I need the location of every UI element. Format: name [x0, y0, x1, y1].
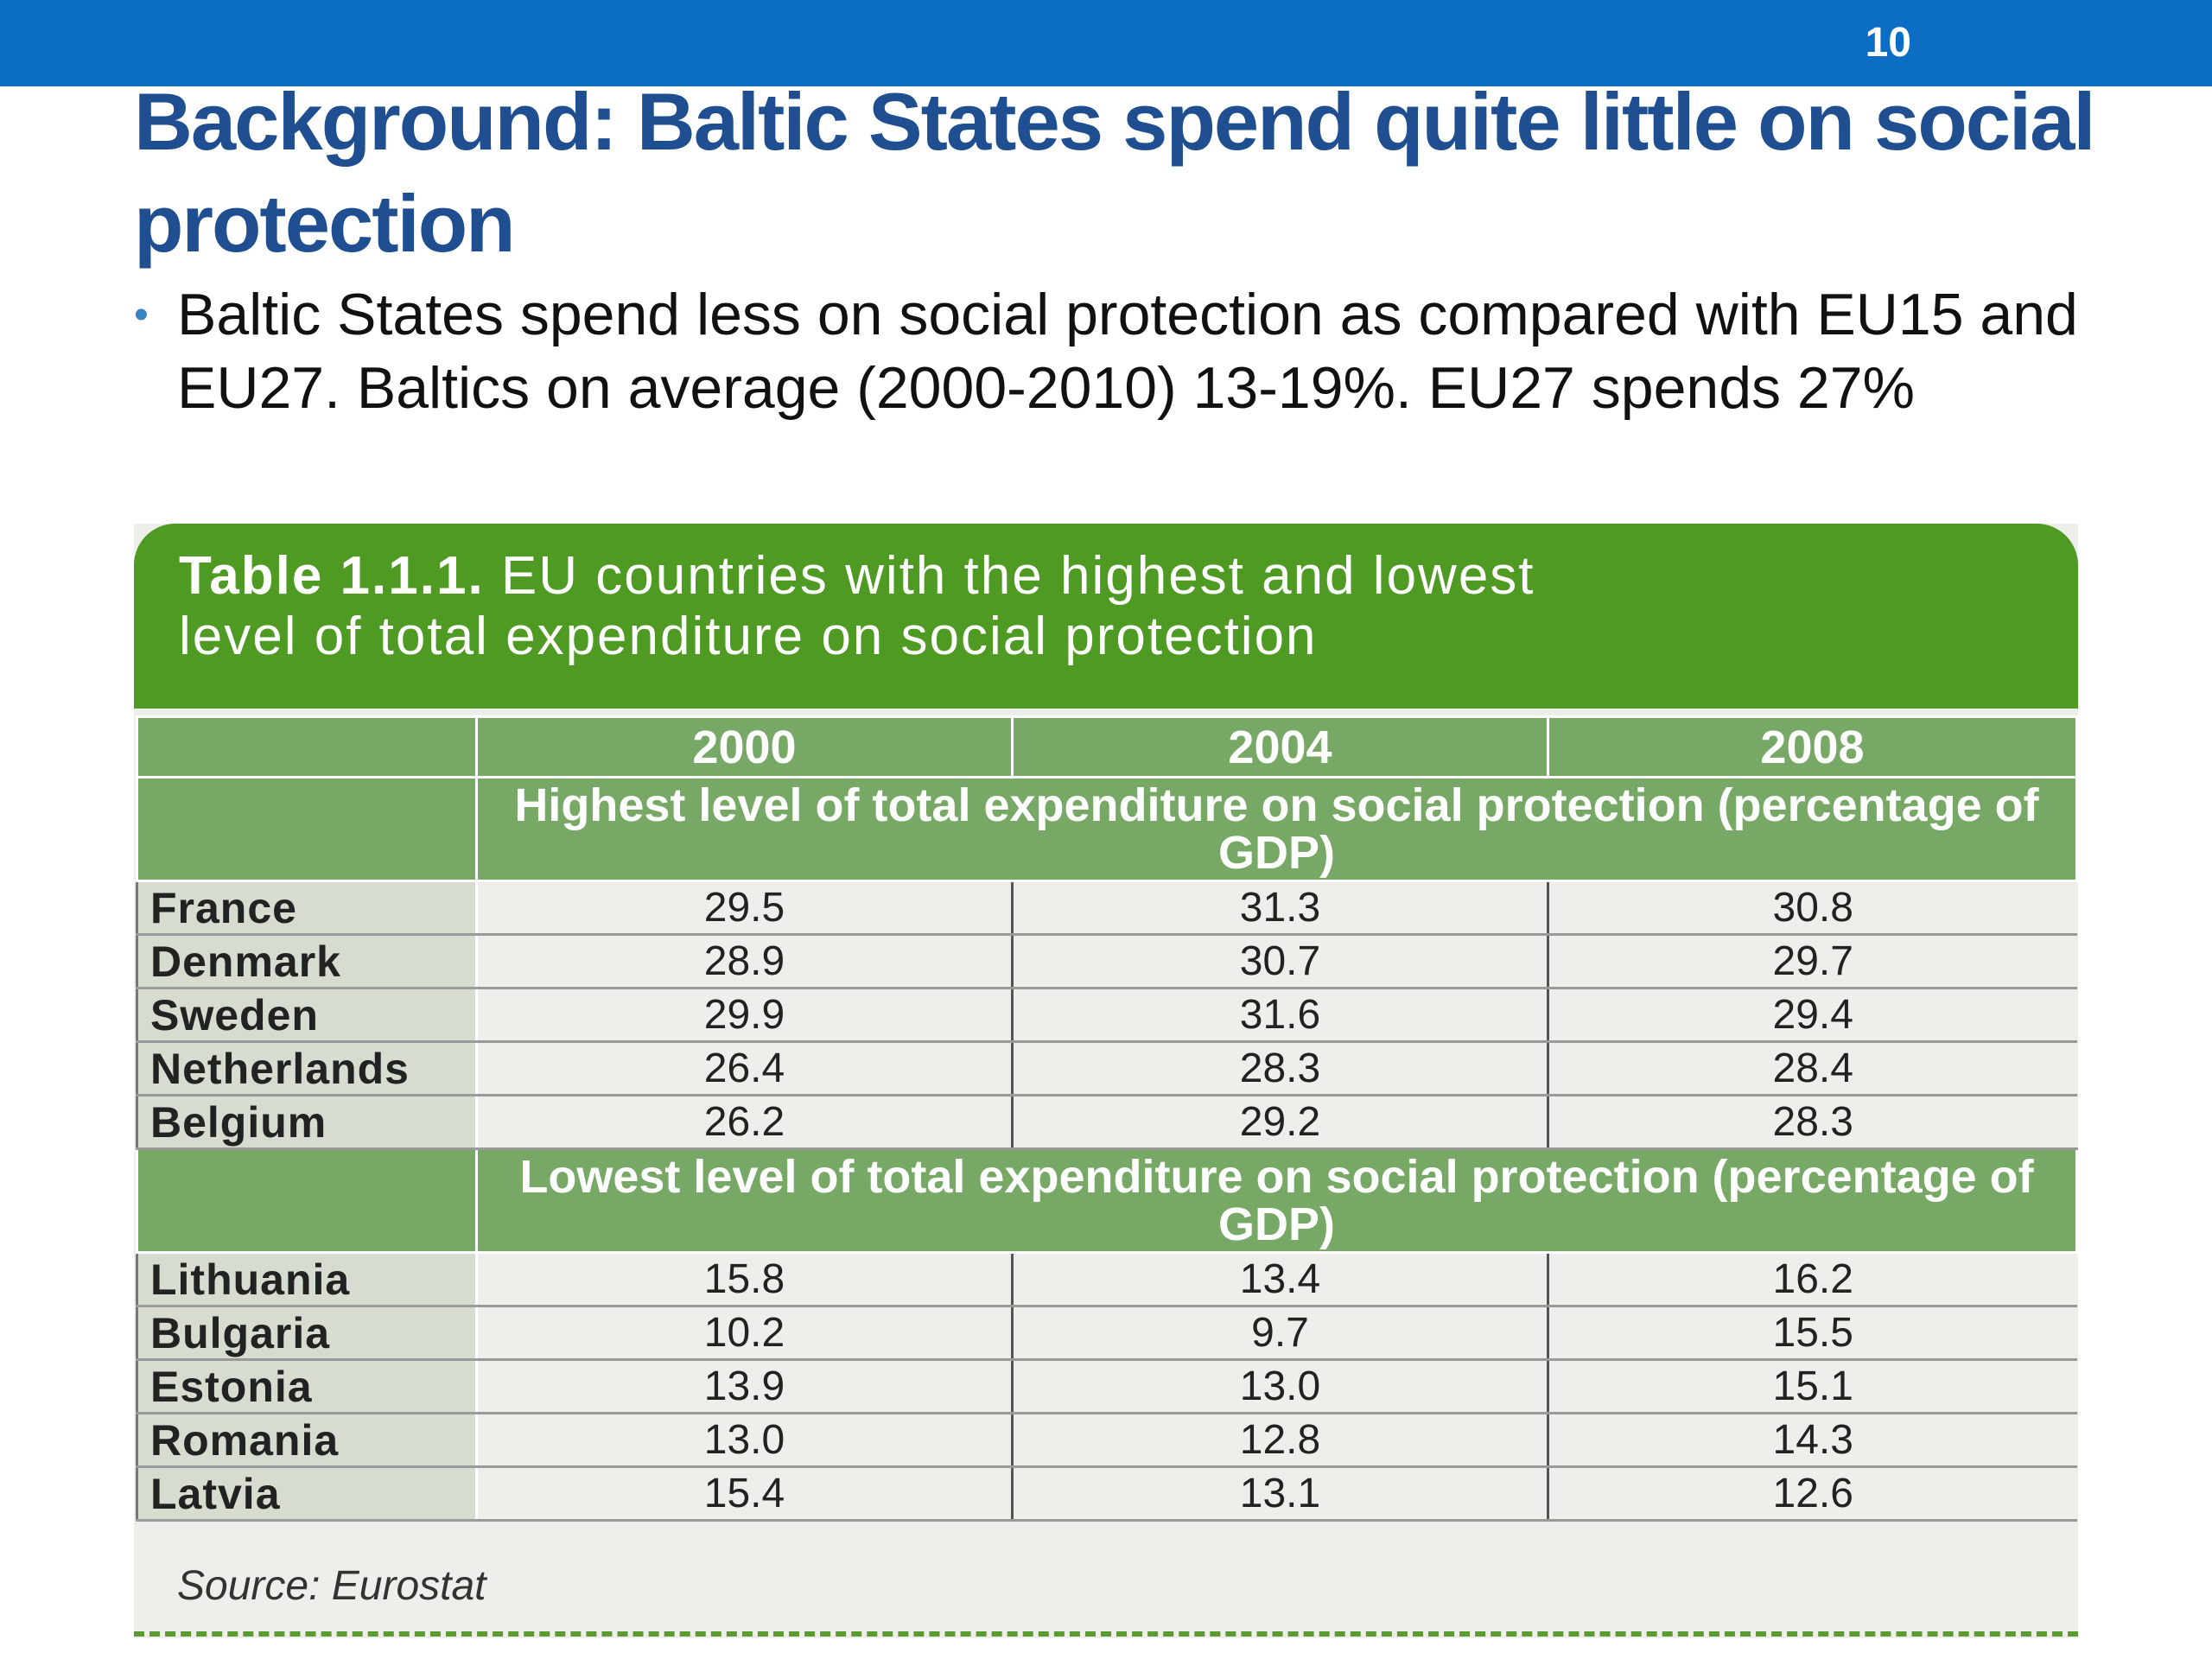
value-cell: 15.8 [477, 1253, 1013, 1306]
value-cell: 9.7 [1013, 1306, 1548, 1360]
table-row [137, 1253, 2077, 1306]
table-row [137, 988, 2077, 1042]
value-cell: 13.0 [477, 1414, 1013, 1467]
value-cell: 13.9 [477, 1360, 1013, 1414]
table-row [137, 1306, 2077, 1360]
country-cell: Netherlands [137, 1042, 477, 1096]
blank-header-cell [137, 778, 477, 881]
value-cell: 14.3 [1548, 1414, 2077, 1467]
country-cell: Denmark [137, 935, 477, 988]
value-cell: 28.4 [1548, 1042, 2077, 1096]
table-caption [134, 524, 2078, 709]
source-note: Source: Eurostat [177, 1563, 486, 1609]
year-header: 2000 [477, 717, 1013, 778]
country-cell: Romania [137, 1414, 477, 1467]
lowest-section-row [137, 1149, 2077, 1253]
country-cell: Sweden [137, 988, 477, 1042]
bullet-text: Baltic States spend less on social protection as compared with EU15 and EU27. Baltics on average (2000-2010) 13-19%. EU27 spends 27% [177, 282, 2078, 421]
country-cell: Bulgaria [137, 1306, 477, 1360]
country-cell: Belgium [137, 1096, 477, 1149]
year-header: 2008 [1548, 717, 2077, 778]
year-header-row [137, 717, 2077, 778]
table-row [137, 1467, 2077, 1521]
value-cell: 31.3 [1013, 881, 1548, 935]
value-cell: 29.5 [477, 881, 1013, 935]
table-row [137, 1042, 2077, 1096]
highest-section-row [137, 778, 2077, 881]
lowest-section-header: Lowest level of total expenditure on social protection (percentage of GDP) [477, 1149, 2077, 1253]
slide-number: 10 [1865, 20, 1911, 66]
table-row [137, 1414, 2077, 1467]
value-cell: 13.0 [1013, 1360, 1548, 1414]
value-cell: 28.9 [477, 935, 1013, 988]
value-cell: 15.5 [1548, 1306, 2077, 1360]
blank-header-cell [137, 1149, 477, 1253]
expenditure-table [136, 715, 2078, 1522]
table-panel [134, 524, 2078, 1638]
value-cell: 15.1 [1548, 1360, 2077, 1414]
value-cell: 29.4 [1548, 988, 2077, 1042]
value-cell: 29.7 [1548, 935, 2077, 988]
country-cell: Latvia [137, 1467, 477, 1521]
slide-title: Background: Baltic States spend quite little on social protection [134, 76, 2094, 269]
country-cell: Estonia [137, 1360, 477, 1414]
table-row [137, 881, 2077, 935]
table-caption-line1: EU countries with the highest and lowest [500, 546, 1535, 606]
value-cell: 31.6 [1013, 988, 1548, 1042]
value-cell: 28.3 [1548, 1096, 2077, 1149]
table-caption-line2: level of total expenditure on social protection [179, 607, 1318, 666]
value-cell: 12.6 [1548, 1467, 2077, 1521]
table-label: Table 1.1.1. [179, 546, 485, 606]
value-cell: 15.4 [477, 1467, 1013, 1521]
bullet-dot-icon: • [134, 292, 149, 338]
blank-header-cell [137, 717, 477, 778]
value-cell: 30.8 [1548, 881, 2077, 935]
highest-section-header: Highest level of total expenditure on social protection (percentage of GDP) [477, 778, 2077, 881]
bullet-point [134, 278, 2087, 425]
table-row [137, 1360, 2077, 1414]
table-row [137, 935, 2077, 988]
value-cell: 29.2 [1013, 1096, 1548, 1149]
value-cell: 26.2 [477, 1096, 1013, 1149]
value-cell: 12.8 [1013, 1414, 1548, 1467]
country-cell: Lithuania [137, 1253, 477, 1306]
value-cell: 30.7 [1013, 935, 1548, 988]
value-cell: 28.3 [1013, 1042, 1548, 1096]
value-cell: 13.4 [1013, 1253, 1548, 1306]
value-cell: 13.1 [1013, 1467, 1548, 1521]
value-cell: 26.4 [477, 1042, 1013, 1096]
year-header: 2004 [1013, 717, 1548, 778]
value-cell: 16.2 [1548, 1253, 2077, 1306]
country-cell: France [137, 881, 477, 935]
value-cell: 29.9 [477, 988, 1013, 1042]
value-cell: 10.2 [477, 1306, 1013, 1360]
dashed-divider [134, 1631, 2078, 1637]
table-row [137, 1096, 2077, 1149]
